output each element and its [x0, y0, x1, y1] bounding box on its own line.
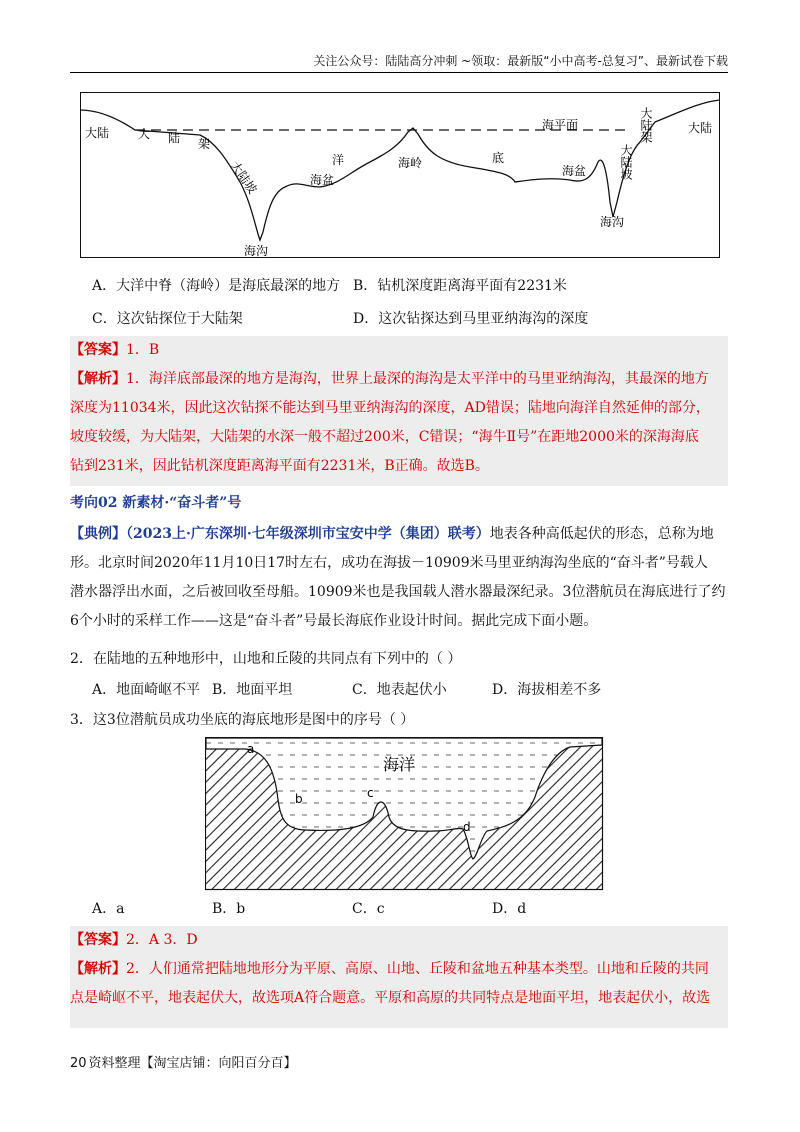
example-tag: 【典例】	[70, 526, 126, 542]
label-shelf-da: 大	[138, 127, 151, 141]
label-shelf-lu: 陆	[168, 131, 181, 145]
section-title: 考向02 新素材·“奋斗者”号	[70, 495, 242, 511]
q1-option-d: D．这次钻探达到马里亚纳海沟的深度	[353, 311, 589, 327]
label-d: d	[463, 820, 471, 834]
ocean-floor-profile-figure	[80, 92, 720, 262]
header-divider	[70, 72, 728, 73]
analysis-line: 钻到231米，因此钻机深度距离海平面有2231米，B正确。故选B。	[70, 458, 489, 474]
example-source: （2023上·广东深圳·七年级深圳市宝安中学（集团）联考）	[126, 526, 490, 542]
q3-option-b: B．b	[212, 901, 246, 917]
analysis-tag: 【解析】	[70, 371, 126, 387]
q1-option-b: B．钻机深度距离海平面有2231米	[353, 278, 567, 294]
analysis-tag: 【解析】	[70, 961, 126, 977]
q2-option-d: D．海拔相差不多	[492, 682, 602, 698]
q2-option-a: A．地面崎岖不平	[92, 682, 201, 698]
label-basin-right: 海盆	[562, 164, 587, 178]
analysis-line: 1．海洋底部最深的地方是海沟，世界上最深的海沟是太平洋中的马里亚纳海沟，其最深的地方	[126, 371, 709, 387]
label-ridge: 海岭	[398, 156, 423, 170]
footer-text: 资料整理【淘宝店铺：向阳百分百】	[88, 1056, 297, 1071]
analysis-line: 坡度较缓，为大陆架，大陆架的水深一般不超过200米，C错误；“海牛Ⅱ号”在距地2000米的深海海底	[70, 429, 699, 445]
q1-option-c: C．这次钻探位于大陆架	[92, 311, 243, 327]
example-line: 潜水器浮出水面，之后被回收至母船。10909米也是我国载人潜水器最深纪录。3位潜航员在海底进行了约	[70, 584, 726, 600]
label-b: b	[295, 792, 303, 806]
q2-option-b: B．地面平坦	[212, 682, 293, 698]
label-yang: 洋	[332, 153, 345, 167]
q3-option-a: A．a	[92, 901, 125, 917]
label-basin-left: 海盆	[310, 173, 335, 187]
q2-option-c: C．地表起伏小	[352, 682, 447, 698]
page-footer	[70, 1052, 297, 1071]
label-slope-left: 大陆坡	[227, 158, 260, 197]
label-shelf-jia: 架	[198, 137, 211, 151]
q3-option-c: C．c	[352, 901, 385, 917]
answer-text: 1．B	[126, 342, 160, 358]
answer-tag: 【答案】	[70, 932, 126, 948]
label-shelf-right: 大陆架	[639, 107, 653, 143]
label-continent-right: 大陆	[688, 121, 713, 135]
answer-text: 2．A 3．D	[126, 932, 198, 948]
label-sea-level: 海平面	[542, 118, 579, 132]
page-number: 20	[70, 1056, 87, 1071]
q3-option-d: D．d	[492, 901, 527, 917]
label-a: a	[247, 742, 255, 756]
label-c: c	[367, 786, 374, 800]
analysis-line: 深度为11034米，因此这次钻探不能达到马里亚纳海沟的深度，AD错误；陆地向海洋自然延伸的部分，	[70, 400, 710, 416]
label-trench-right: 海沟	[600, 215, 625, 229]
answer-1	[70, 340, 159, 360]
q2-stem: 2．在陆地的五种地形中，山地和丘陵的共同点有下列中的（ ）	[70, 651, 462, 667]
label-di: 底	[492, 151, 505, 165]
q1-option-a: A．大洋中脊（海岭）是海底最深的地方	[92, 278, 341, 294]
analysis-line: 2．人们通常把陆地地形分为平原、高原、山地、丘陵和盆地五种基本类型。山地和丘陵的共同	[126, 961, 709, 977]
label-continent-left: 大陆	[85, 126, 110, 140]
q3-stem: 3．这3位潜航员成功坐底的海底地形是图中的序号（ ）	[70, 712, 415, 728]
example-paragraph	[70, 520, 735, 636]
answer-tag: 【答案】	[70, 342, 126, 358]
analysis-1	[70, 365, 730, 481]
label-slope-right: 大陆坡	[619, 144, 633, 180]
example-text: 地表各种高低起伏的形态，总称为地	[489, 526, 714, 542]
analysis-line: 点是崎岖不平，地表起伏大，故选项A符合题意。平原和高原的共同特点是地面平坦，地表起伏小，故选	[70, 990, 711, 1006]
example-line: 6个小时的采样工作——这是“奋斗者”号最长海底作业设计时间。据此完成下面小题。	[70, 613, 598, 629]
analysis-2	[70, 955, 735, 1013]
label-ocean: 海洋	[383, 755, 416, 774]
label-trench-left: 海沟	[244, 244, 269, 258]
seafloor-section-figure	[205, 737, 605, 892]
page-header: 关注公众号：陆陆高分冲刺 ~领取：最新版“小中高考-总复习”、最新试卷下载	[313, 54, 728, 68]
example-line: 形。北京时间2020年11月10日17时左右，成功在海拔－10909米马里亚纳海沟坐底的“奋斗者”号载人	[70, 555, 708, 571]
answer-2	[70, 930, 198, 950]
